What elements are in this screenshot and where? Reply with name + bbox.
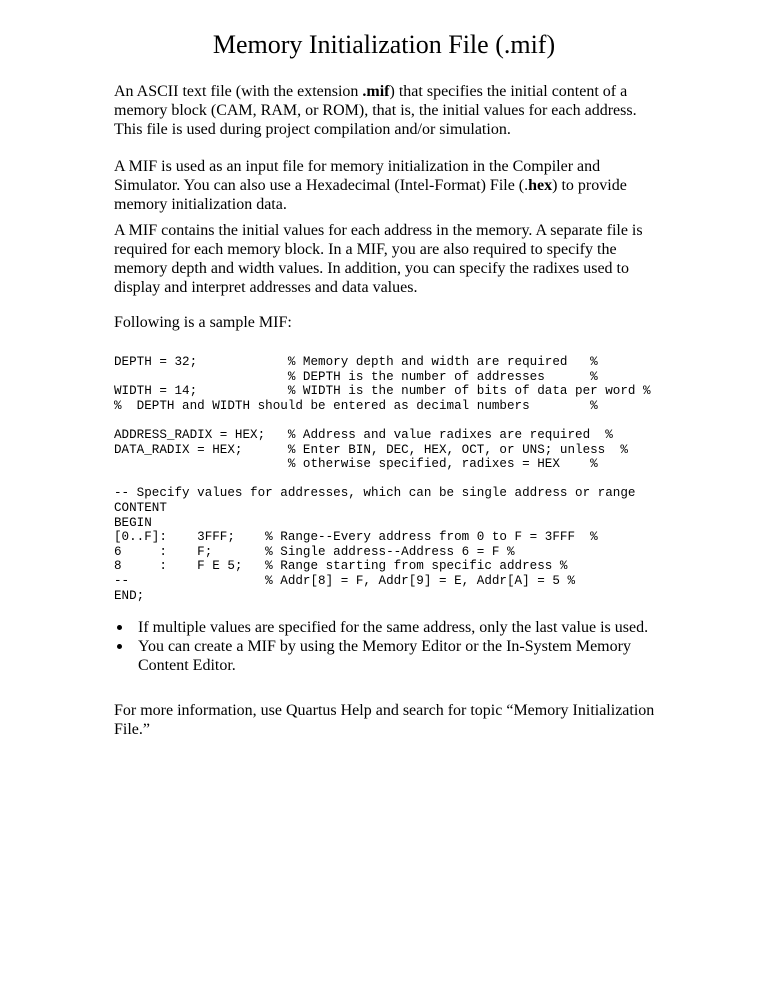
code-line: DATA_RADIX = HEX; % Enter BIN, DEC, HEX, OCT, or UNS; unless %: [114, 442, 628, 457]
text: ) to provide memory initialization data.: [114, 177, 627, 213]
code-line: -- Specify values for addresses, which can be single address or range: [114, 486, 636, 501]
text: An ASCII text file (with the extension: [114, 83, 363, 100]
code-line: % DEPTH and WIDTH should be entered as decimal numbers %: [114, 398, 598, 413]
code-sample: [114, 355, 651, 603]
code-line: ADDRESS_RADIX = HEX; % Address and value radixes are required %: [114, 427, 613, 442]
intro-paragraph: [114, 82, 662, 139]
hex-bold: hex: [528, 177, 553, 194]
content-paragraph: A MIF contains the initial values for each address in the memory. A separate file is required for each memory block. In a MIF, you are also required to specify the memory depth and width values. In addition, you can specify the radixes used to display and interpret addresses and data values.: [114, 222, 643, 296]
code-line: [0..F]: 3FFF; % Range--Every address from 0 to F = 3FFF %: [114, 530, 598, 545]
list-item-text: You can create a MIF by using the Memory Editor or the In-System Memory Content Editor.: [138, 638, 631, 674]
page-title: Memory Initialization File (.mif): [212, 30, 556, 59]
code-line: % DEPTH is the number of addresses %: [114, 369, 598, 384]
more-info-paragraph: For more information, use Quartus Help and search for topic “Memory Initialization File.”: [114, 702, 655, 738]
code-line: BEGIN: [114, 515, 152, 530]
sample-intro: Following is a sample MIF:: [114, 314, 292, 331]
code-line: END;: [114, 588, 145, 603]
code-line: WIDTH = 14; % WIDTH is the number of bits of data per word %: [114, 384, 651, 399]
text: A MIF is used as an input file for memory initialization in the Compiler and Simulator. You can also use a Hexadecimal (Intel-Format) File (.: [114, 158, 601, 194]
code-line: DEPTH = 32; % Memory depth and width are required %: [114, 355, 598, 369]
code-line: 8 : F E 5; % Range starting from specific address %: [114, 559, 568, 574]
code-line: 6 : F; % Single address--Address 6 = F %: [114, 544, 515, 559]
notes-list: [114, 618, 674, 675]
code-line: % otherwise specified, radixes = HEX %: [114, 457, 598, 472]
list-item: [114, 637, 674, 675]
text: ) that specifies the initial content of a memory block (CAM, RAM, or ROM), that is, the initial values for each address. This file is used during project compilation and/or simulation.: [114, 83, 637, 138]
list-item: [114, 618, 674, 637]
usage-paragraph: [114, 157, 662, 214]
list-item-text: If multiple values are specified for the same address, only the last value is used.: [138, 619, 649, 636]
code-line: [114, 472, 651, 487]
extension-bold: .mif: [362, 83, 390, 100]
code-line: [114, 413, 651, 428]
code-line: CONTENT: [114, 500, 167, 515]
bullet-icon: [117, 625, 122, 630]
code-line: -- % Addr[8] = F, Addr[9] = E, Addr[A] = 5 %: [114, 573, 576, 588]
bullet-icon: [117, 644, 122, 649]
